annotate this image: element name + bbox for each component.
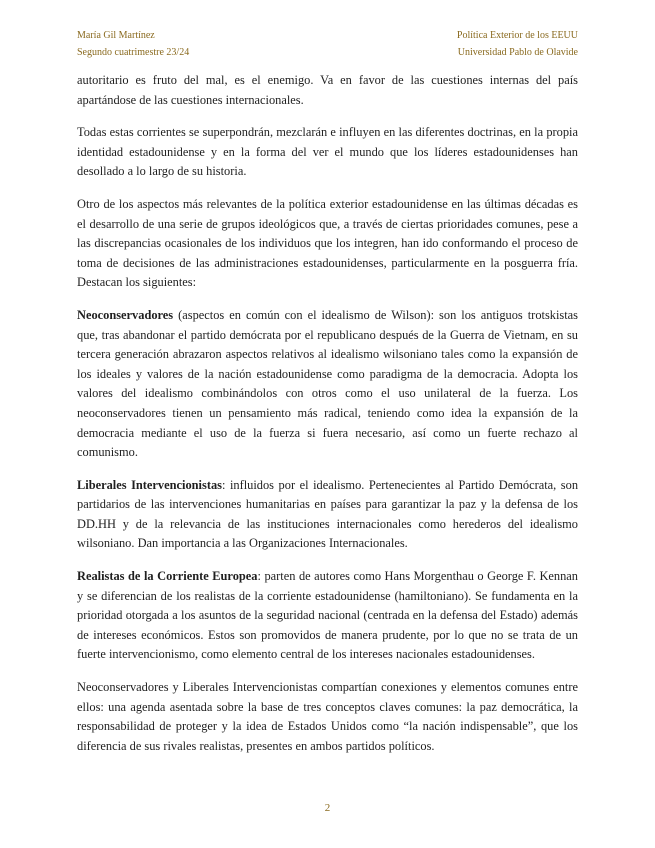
paragraph: autoritario es fruto del mal, es el enemigo. Va en favor de las cuestiones internas del país apartándose de las cuestiones internacionales.	[77, 73, 578, 107]
term-heading: Liberales Intervencionistas	[77, 477, 222, 492]
paragraph: Neoconservadores y Liberales Intervencionistas compartían conexiones y elementos comunes entre ellos: una agenda asentada sobre la base de tres conceptos claves comunes: la paz democrática, la responsabilidad de proteger y la idea de Estados Unidos como “la nación indispensable”, que los diferencia de sus rivales realistas, presentes en ambos partidos políticos.	[77, 680, 578, 753]
paragraph-liberales: Liberales Intervencionistas: influidos por el idealismo. Pertenecientes al Partido Demócrata, son partidarios de las intervenciones humanitarias en países para garantizar la paz y la defensa de los DD.HH y de la relevancia de las instituciones internacionales como herederos del idealismo wilsoniano. Dan importancia a las Organizaciones Internacionales.	[77, 477, 579, 551]
header-university: Universidad Pablo de Olavide	[457, 47, 578, 58]
header-subject: Política Exterior de los EEUU	[456, 30, 578, 41]
paragraph-neoconservadores: Neoconservadores (aspectos en común con el idealismo de Wilson): son los antiguos trotskistas que, tras abandonar el partido demócrata por el republicano después de la Guerra de Vietnam, en su tercera generación abrazaron aspectos relativos al idealismo wilsoniano tales como la expansión de los ideales y valores de la nación estadounidense como paradigma de la democracia. Adopta los valores del idealismo combinándolos con otros como el uso unilateral de la fuerza. Los neoconservadores tienen un pensamiento más radical, teniendo como idea la expansión de la democracia mediante el uso de la fuerza si fuera necesario, así como un fuerte rechazo al comunismo.	[77, 307, 578, 460]
header-author: María Gil Martínez	[77, 30, 155, 41]
page-header	[77, 27, 578, 61]
paragraph-realistas: Realistas de la Corriente Europea: parten de autores como Hans Morgenthau o George F. Kennan y se diferencian de los realistas de la corriente estadounidense (hamiltoniano). Se fundamenta en la prioridad otorgada a los asuntos de la seguridad nacional (centrada en la defensa del Estado) además de intereses económicos. Estos son promovidos de manera prudente, por lo que no se trata de un fuerte intervencionismo, como elemento central de los intereses nacionales estadounidenses.	[77, 569, 578, 662]
term-heading: Neoconservadores	[77, 307, 174, 322]
term-heading: Realistas de la Corriente Europea	[77, 569, 258, 584]
document-body	[77, 71, 578, 769]
paragraph: Otro de los aspectos más relevantes de la política exterior estadounidense en las últimas décadas es el desarrollo de una serie de grupos ideológicos que, a través de ciertas prioridades comunes, pese a las discrepancias ocasionales de los individuos que los integren, han ido conformando el proceso de toma de decisiones de las administraciones estadounidenses, particularmente en la posguerra fría. Destacan los siguientes:	[77, 196, 578, 290]
paragraph: Todas estas corrientes se superpondrán, mezclarán e influyen en las diferentes doctrinas, en la propia identidad estadounidense y en la forma del ver el mundo que los líderes estadounidenses han desollado a lo largo de su historia.	[77, 125, 578, 179]
header-term: Segundo cuatrimestre 23/24	[77, 47, 190, 58]
page-number: 2	[324, 802, 331, 814]
